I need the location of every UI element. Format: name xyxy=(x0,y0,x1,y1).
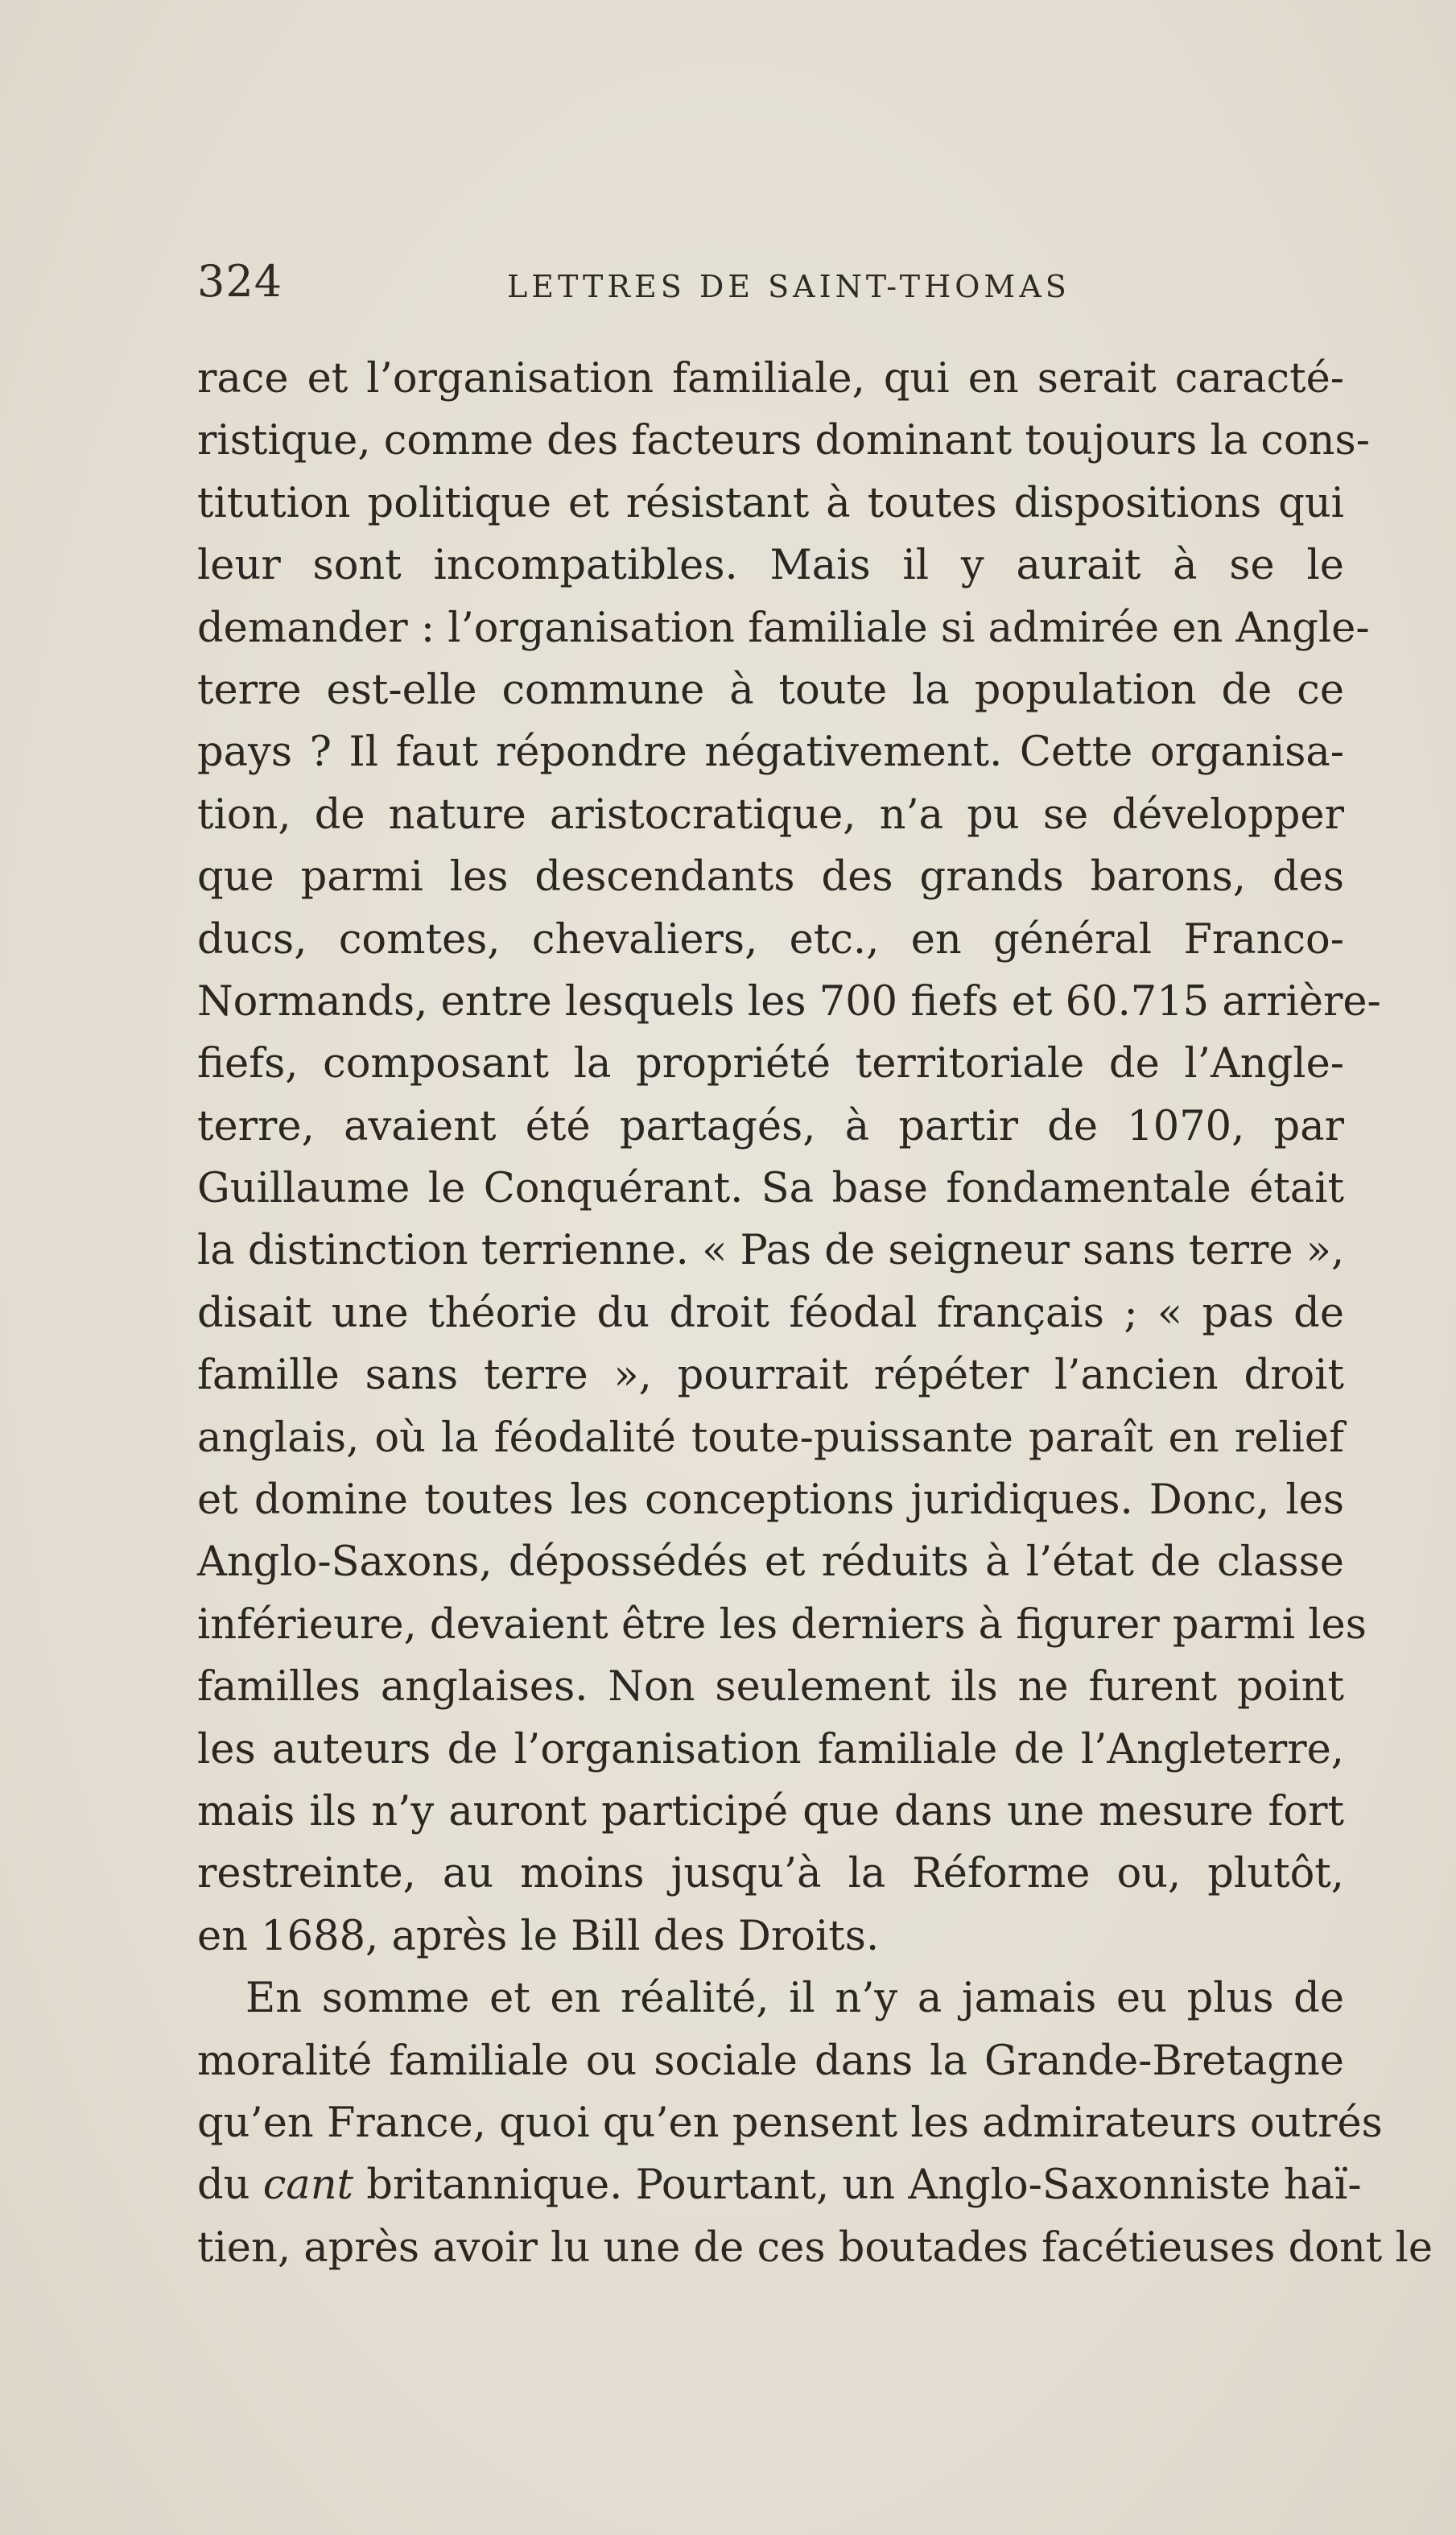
text-line: mais ils n’y auront participé que dans une mesure fort xyxy=(197,1787,1344,1835)
paragraph-1 xyxy=(197,348,1381,1967)
text-line: tien, après avoir lu une de ces boutades facétieuses dont le xyxy=(197,2223,1433,2272)
text-line: tion, de nature aristocratique, n’a pu se développer xyxy=(197,791,1344,839)
text-line: ristique, comme des facteurs dominant toujours la cons- xyxy=(197,417,1370,465)
text-line: la distinction terrienne. « Pas de seigneur sans terre », xyxy=(197,1227,1345,1275)
text-line: demander : l’organisation familiale si admirée en Angle- xyxy=(197,604,1370,652)
line-segment: britannique. Pourtant, un Anglo-Saxonniste haï- xyxy=(353,2161,1362,2210)
text-line-with-italic xyxy=(197,2154,1362,2216)
text-line: en 1688, après le Bill des Droits. xyxy=(197,1912,880,1960)
text-line: leur sont incompatibles. Mais il y aurait à se le xyxy=(197,542,1344,590)
text-line: et domine toutes les conceptions juridiques. Donc, les xyxy=(197,1476,1344,1525)
text-line: inférieure, devaient être les derniers à figurer parmi les xyxy=(197,1600,1367,1649)
text-line: restreinte, au moins jusqu’à la Réforme ou, plutôt, xyxy=(197,1850,1344,1898)
body-text xyxy=(197,348,1433,2279)
paragraph-2 xyxy=(197,1967,1433,2279)
text-line: terre est-elle commune à toute la population de ce xyxy=(197,666,1344,714)
text-line: race et l’organisation familiale, qui en serait caracté- xyxy=(197,355,1344,403)
text-line: terre, avaient été partagés, à partir de 1070, par xyxy=(197,1102,1344,1150)
text-line: moralité familiale ou sociale dans la Grande-Bretagne xyxy=(197,2037,1344,2085)
text-line: Anglo-Saxons, dépossédés et réduits à l’état de classe xyxy=(197,1538,1344,1587)
text-line: les auteurs de l’organisation familiale de l’Angleterre, xyxy=(197,1725,1344,1773)
text-line: Normands, entre lesquels les 700 fiefs et 60.715 arrière- xyxy=(197,977,1381,1026)
text-line: pays ? Il faut répondre négativement. Cette organisa- xyxy=(197,729,1344,777)
text-line: disait une théorie du droit féodal français ; « pas de xyxy=(197,1289,1344,1337)
text-line: familles anglaises. Non seulement ils ne furent point xyxy=(197,1663,1344,1711)
page-number: 324 xyxy=(197,256,283,307)
text-line: que parmi les descendants des grands barons, des xyxy=(197,853,1344,902)
text-line: titution politique et résistant à toutes dispositions qui xyxy=(197,479,1344,527)
text-line: anglais, où la féodalité toute-puissante paraît en relief xyxy=(197,1414,1344,1462)
running-head xyxy=(197,256,1356,320)
text-line: Guillaume le Conquérant. Sa base fondamentale était xyxy=(197,1165,1344,1213)
line-segment: du xyxy=(197,2161,263,2210)
text-line: fiefs, composant la propriété territoriale de l’Angle- xyxy=(197,1040,1344,1088)
text-line: famille sans terre », pourrait répéter l’ancien droit xyxy=(197,1352,1344,1400)
text-line: qu’en France, quoi qu’en pensent les admirateurs outrés xyxy=(197,2099,1383,2147)
text-line: En somme et en réalité, il n’y a jamais eu plus de xyxy=(245,1975,1344,2023)
italic-word: cant xyxy=(262,2161,354,2210)
text-line: ducs, comtes, chevaliers, etc., en général Franco- xyxy=(197,915,1344,964)
running-title: LETTRES DE SAINT-THOMAS xyxy=(507,269,1070,304)
